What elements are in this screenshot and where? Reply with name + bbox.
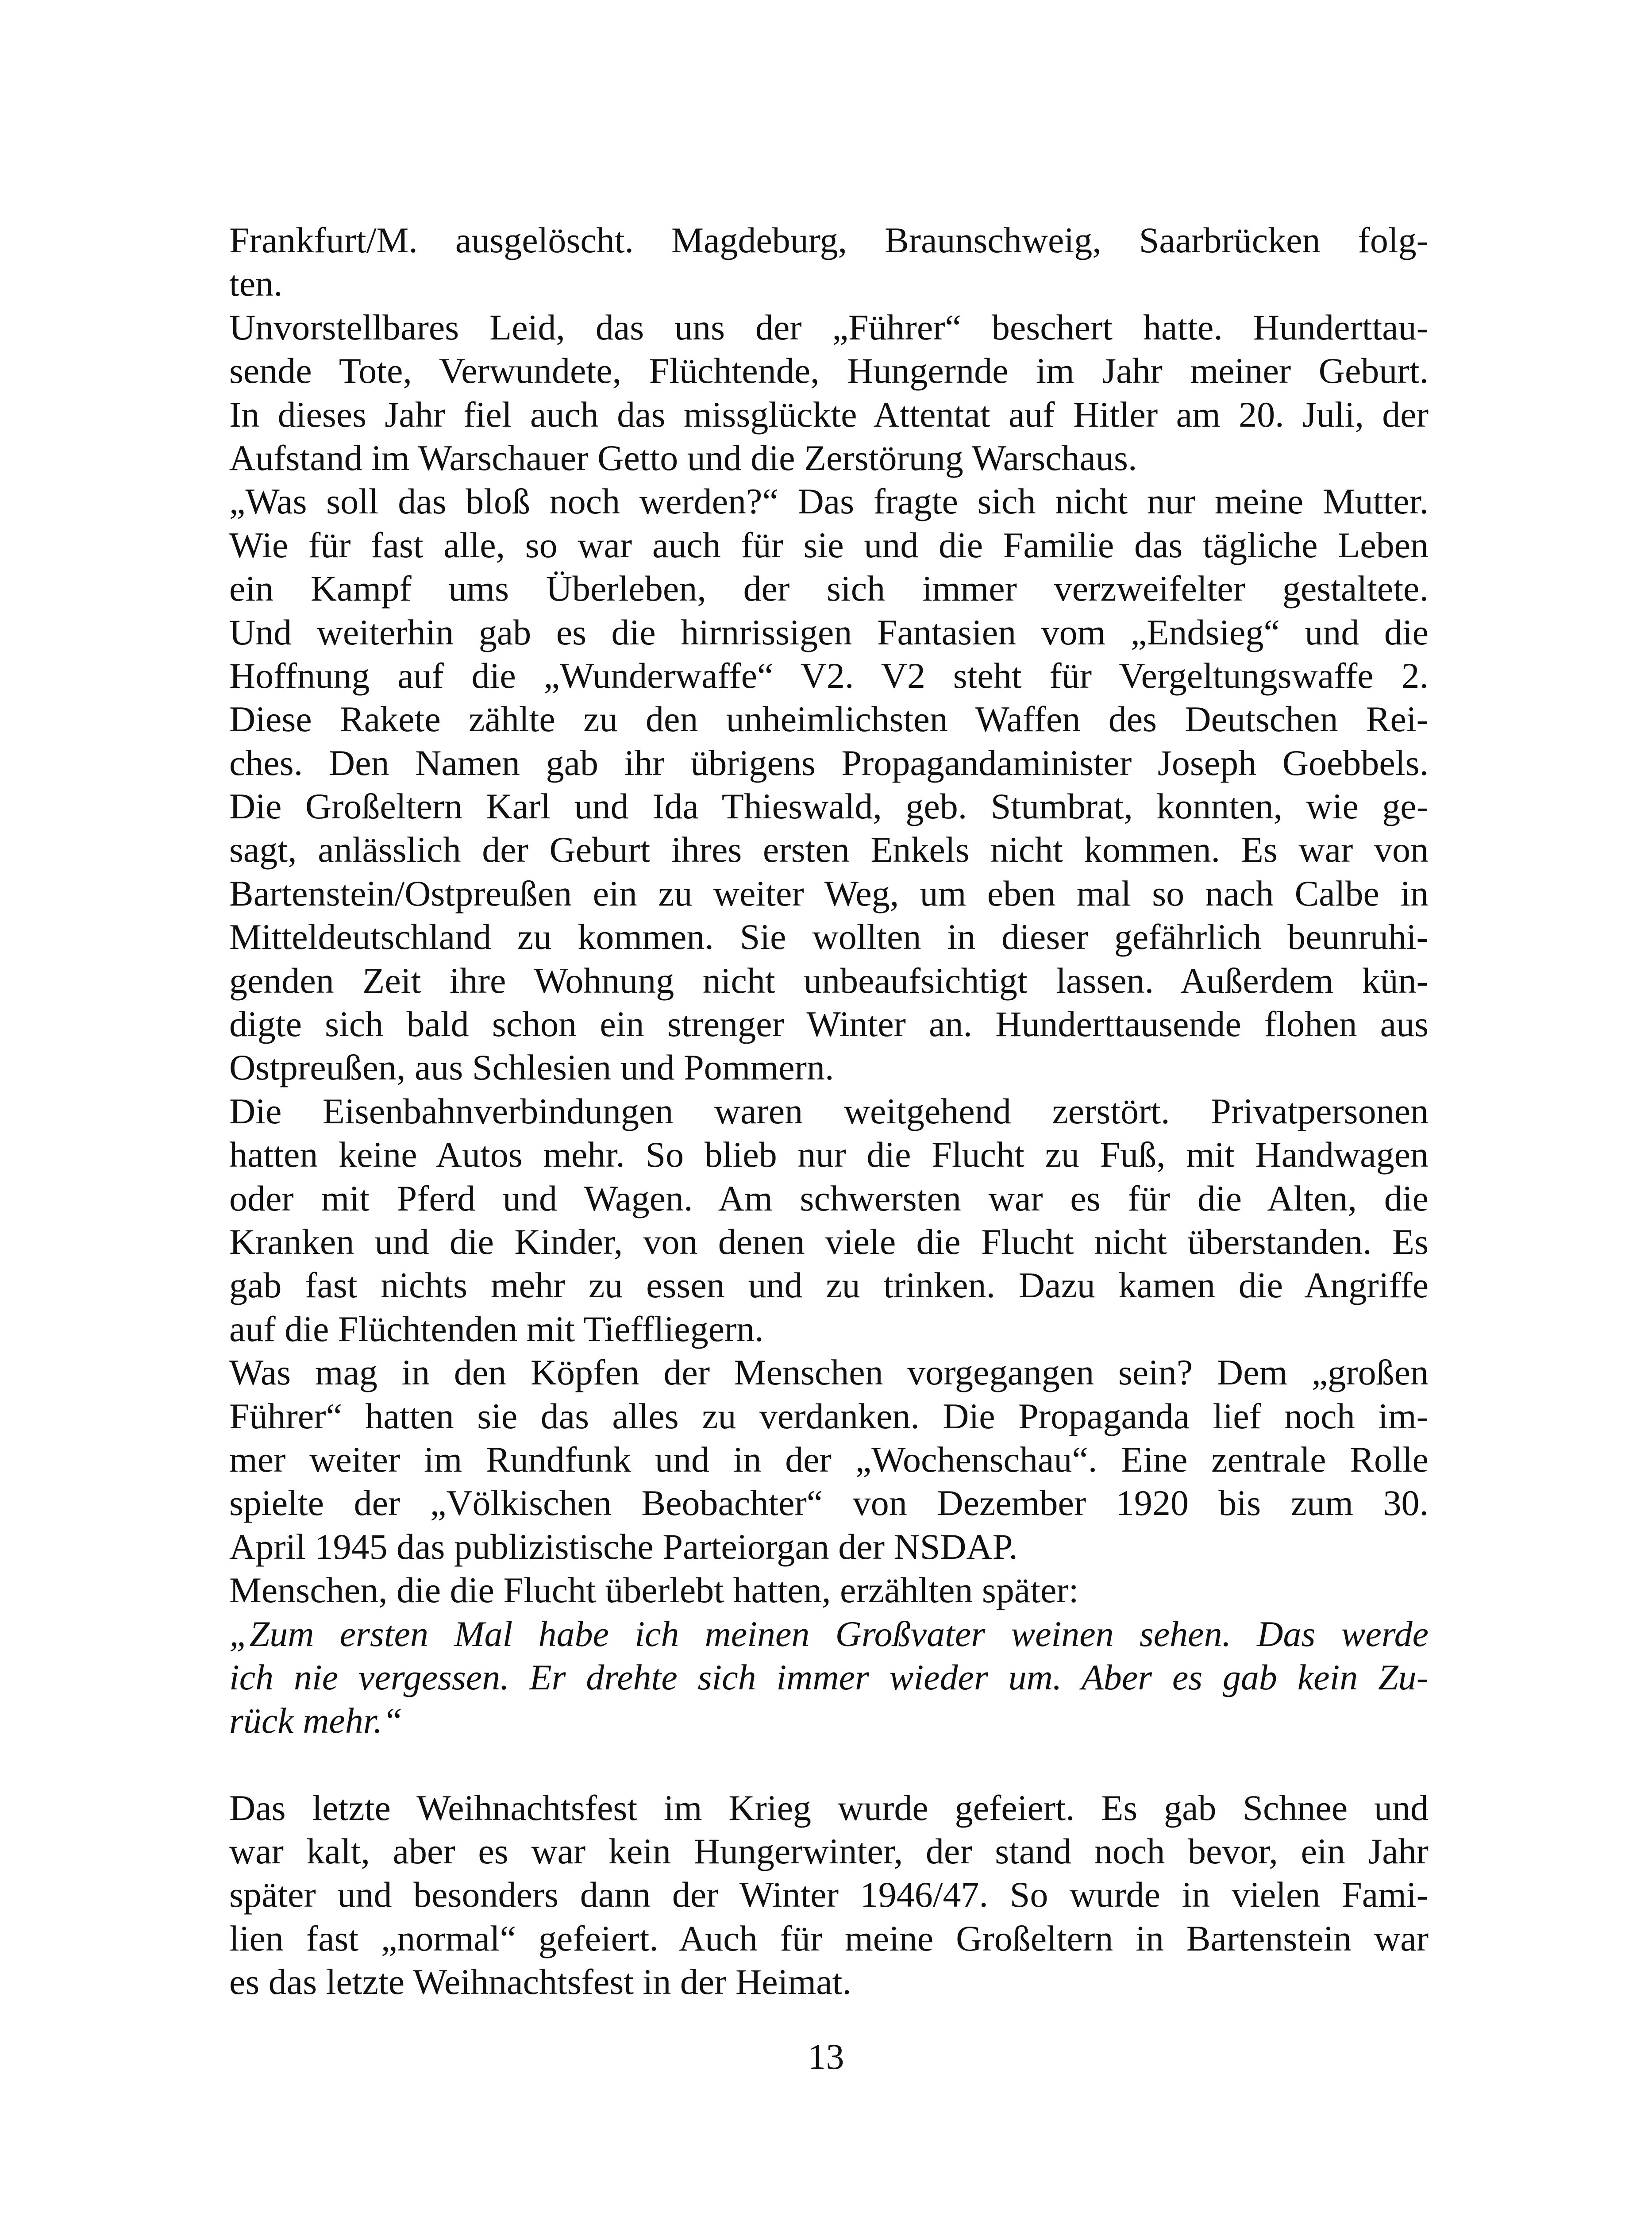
text-line: genden Zeit ihre Wohnung nicht unbeaufsichtigt lassen. Außerdem kün- <box>229 960 1429 1001</box>
paragraph-6 <box>229 785 1429 1090</box>
paragraph-4 <box>229 480 1429 610</box>
closing-paragraph <box>229 1786 1429 2004</box>
text-line: Führer“ hatten sie das alles zu verdanken. Die Propaganda lief noch im- <box>229 1396 1429 1436</box>
text-line: Hoffnung auf die „Wunderwaffe“ V2. V2 steht für Vergeltungswaffe 2. <box>229 655 1429 696</box>
text-line: sagt, anlässlich der Geburt ihres ersten Enkels nicht kommen. Es war von <box>229 829 1429 870</box>
text-line: Ostpreußen, aus Schlesien und Pommern. <box>229 1047 834 1088</box>
text-line: oder mit Pferd und Wagen. Am schwersten war es für die Alten, die <box>229 1178 1429 1218</box>
text-line: ein Kampf ums Überleben, der sich immer verzweifelter gestaltete. <box>229 568 1429 609</box>
italic-quote <box>229 1612 1429 1743</box>
text-line: später und besonders dann der Winter 1946/47. So wurde in vielen Fami- <box>229 1874 1429 1915</box>
text-line: Das letzte Weihnachtsfest im Krieg wurde gefeiert. Es gab Schnee und <box>229 1787 1429 1828</box>
text-line: war kalt, aber es war kein Hungerwinter, der stand noch bevor, ein Jahr <box>229 1831 1429 1872</box>
text-line: Frankfurt/M. ausgelöscht. Magdeburg, Braunschweig, Saarbrücken folg- <box>229 220 1429 260</box>
text-line: Kranken und die Kinder, von denen viele die Flucht nicht überstanden. Es <box>229 1221 1429 1262</box>
text-line: Und weiterhin gab es die hirnrissigen Fantasien vom „Endsieg“ und die <box>229 612 1429 652</box>
paragraph-8 <box>229 1351 1429 1569</box>
text-line: Wie für fast alle, so war auch für sie und die Familie das tägliche Leben <box>229 524 1429 565</box>
text-line: Mitteldeutschland zu kommen. Sie wollten in dieser gefährlich beunruhi- <box>229 917 1429 957</box>
paragraph-1 <box>229 219 1429 306</box>
text-line: hatten keine Autos mehr. So blieb nur die Flucht zu Fuß, mit Handwagen <box>229 1134 1429 1175</box>
paragraph-2 <box>229 306 1429 393</box>
text-line: digte sich bald schon ein strenger Winter an. Hunderttausende flohen aus <box>229 1004 1429 1045</box>
paragraph-9 <box>229 1569 1429 1612</box>
text-line: Die Eisenbahnverbindungen waren weitgehend zerstört. Privatpersonen <box>229 1091 1429 1131</box>
paragraph-5 <box>229 611 1429 785</box>
quote-line: rück mehr.“ <box>229 1700 403 1741</box>
text-line: Bartenstein/Ostpreußen ein zu weiter Weg, um eben mal so nach Calbe in <box>229 873 1429 914</box>
text-line: Was mag in den Köpfen der Menschen vorgegangen sein? Dem „großen <box>229 1352 1429 1393</box>
paragraph-3 <box>229 393 1429 480</box>
text-line: Menschen, die die Flucht überlebt hatten, erzählten später: <box>229 1570 1079 1611</box>
text-line: Diese Rakete zählte zu den unheimlichsten Waffen des Deutschen Rei- <box>229 699 1429 740</box>
text-line: Aufstand im Warschauer Getto und die Zerstörung Warschaus. <box>229 437 1137 478</box>
body-text <box>229 219 1429 2004</box>
text-line: auf die Flüchtenden mit Tieffliegern. <box>229 1308 764 1349</box>
text-line: sende Tote, Verwundete, Flüchtende, Hungernde im Jahr meiner Geburt. <box>229 351 1429 391</box>
text-line: mer weiter im Rundfunk und in der „Wochenschau“. Eine zentrale Rolle <box>229 1439 1429 1480</box>
paragraph-7 <box>229 1090 1429 1351</box>
quote-line: ich nie vergessen. Er drehte sich immer wieder um. Aber es gab kein Zu- <box>229 1657 1429 1697</box>
text-line: ches. Den Namen gab ihr übrigens Propagandaminister Joseph Goebbels. <box>229 742 1429 783</box>
quote-line: „Zum ersten Mal habe ich meinen Großvater weinen sehen. Das werde <box>229 1613 1429 1654</box>
text-line: Die Großeltern Karl und Ida Thieswald, geb. Stumbrat, konnten, wie ge- <box>229 786 1429 827</box>
text-line: April 1945 das publizistische Parteiorgan der NSDAP. <box>229 1526 1018 1567</box>
text-line: In dieses Jahr fiel auch das missglückte Attentat auf Hitler am 20. Juli, der <box>229 394 1429 435</box>
text-line: spielte der „Völkischen Beobachter“ von Dezember 1920 bis zum 30. <box>229 1483 1429 1523</box>
text-line: gab fast nichts mehr zu essen und zu trinken. Dazu kamen die Angriffe <box>229 1265 1429 1306</box>
page-number: 13 <box>808 2036 844 2077</box>
text-line: Unvorstellbares Leid, das uns der „Führer“ beschert hatte. Hunderttau- <box>229 307 1429 347</box>
text-line: es das letzte Weihnachtsfest in der Heimat. <box>229 1962 851 2002</box>
text-line: „Was soll das bloß noch werden?“ Das fragte sich nicht nur meine Mutter. <box>229 481 1429 522</box>
text-line: lien fast „normal“ gefeiert. Auch für meine Großeltern in Bartenstein war <box>229 1918 1429 1959</box>
paragraph-gap <box>229 1743 1429 1786</box>
text-line: ten. <box>229 263 283 304</box>
